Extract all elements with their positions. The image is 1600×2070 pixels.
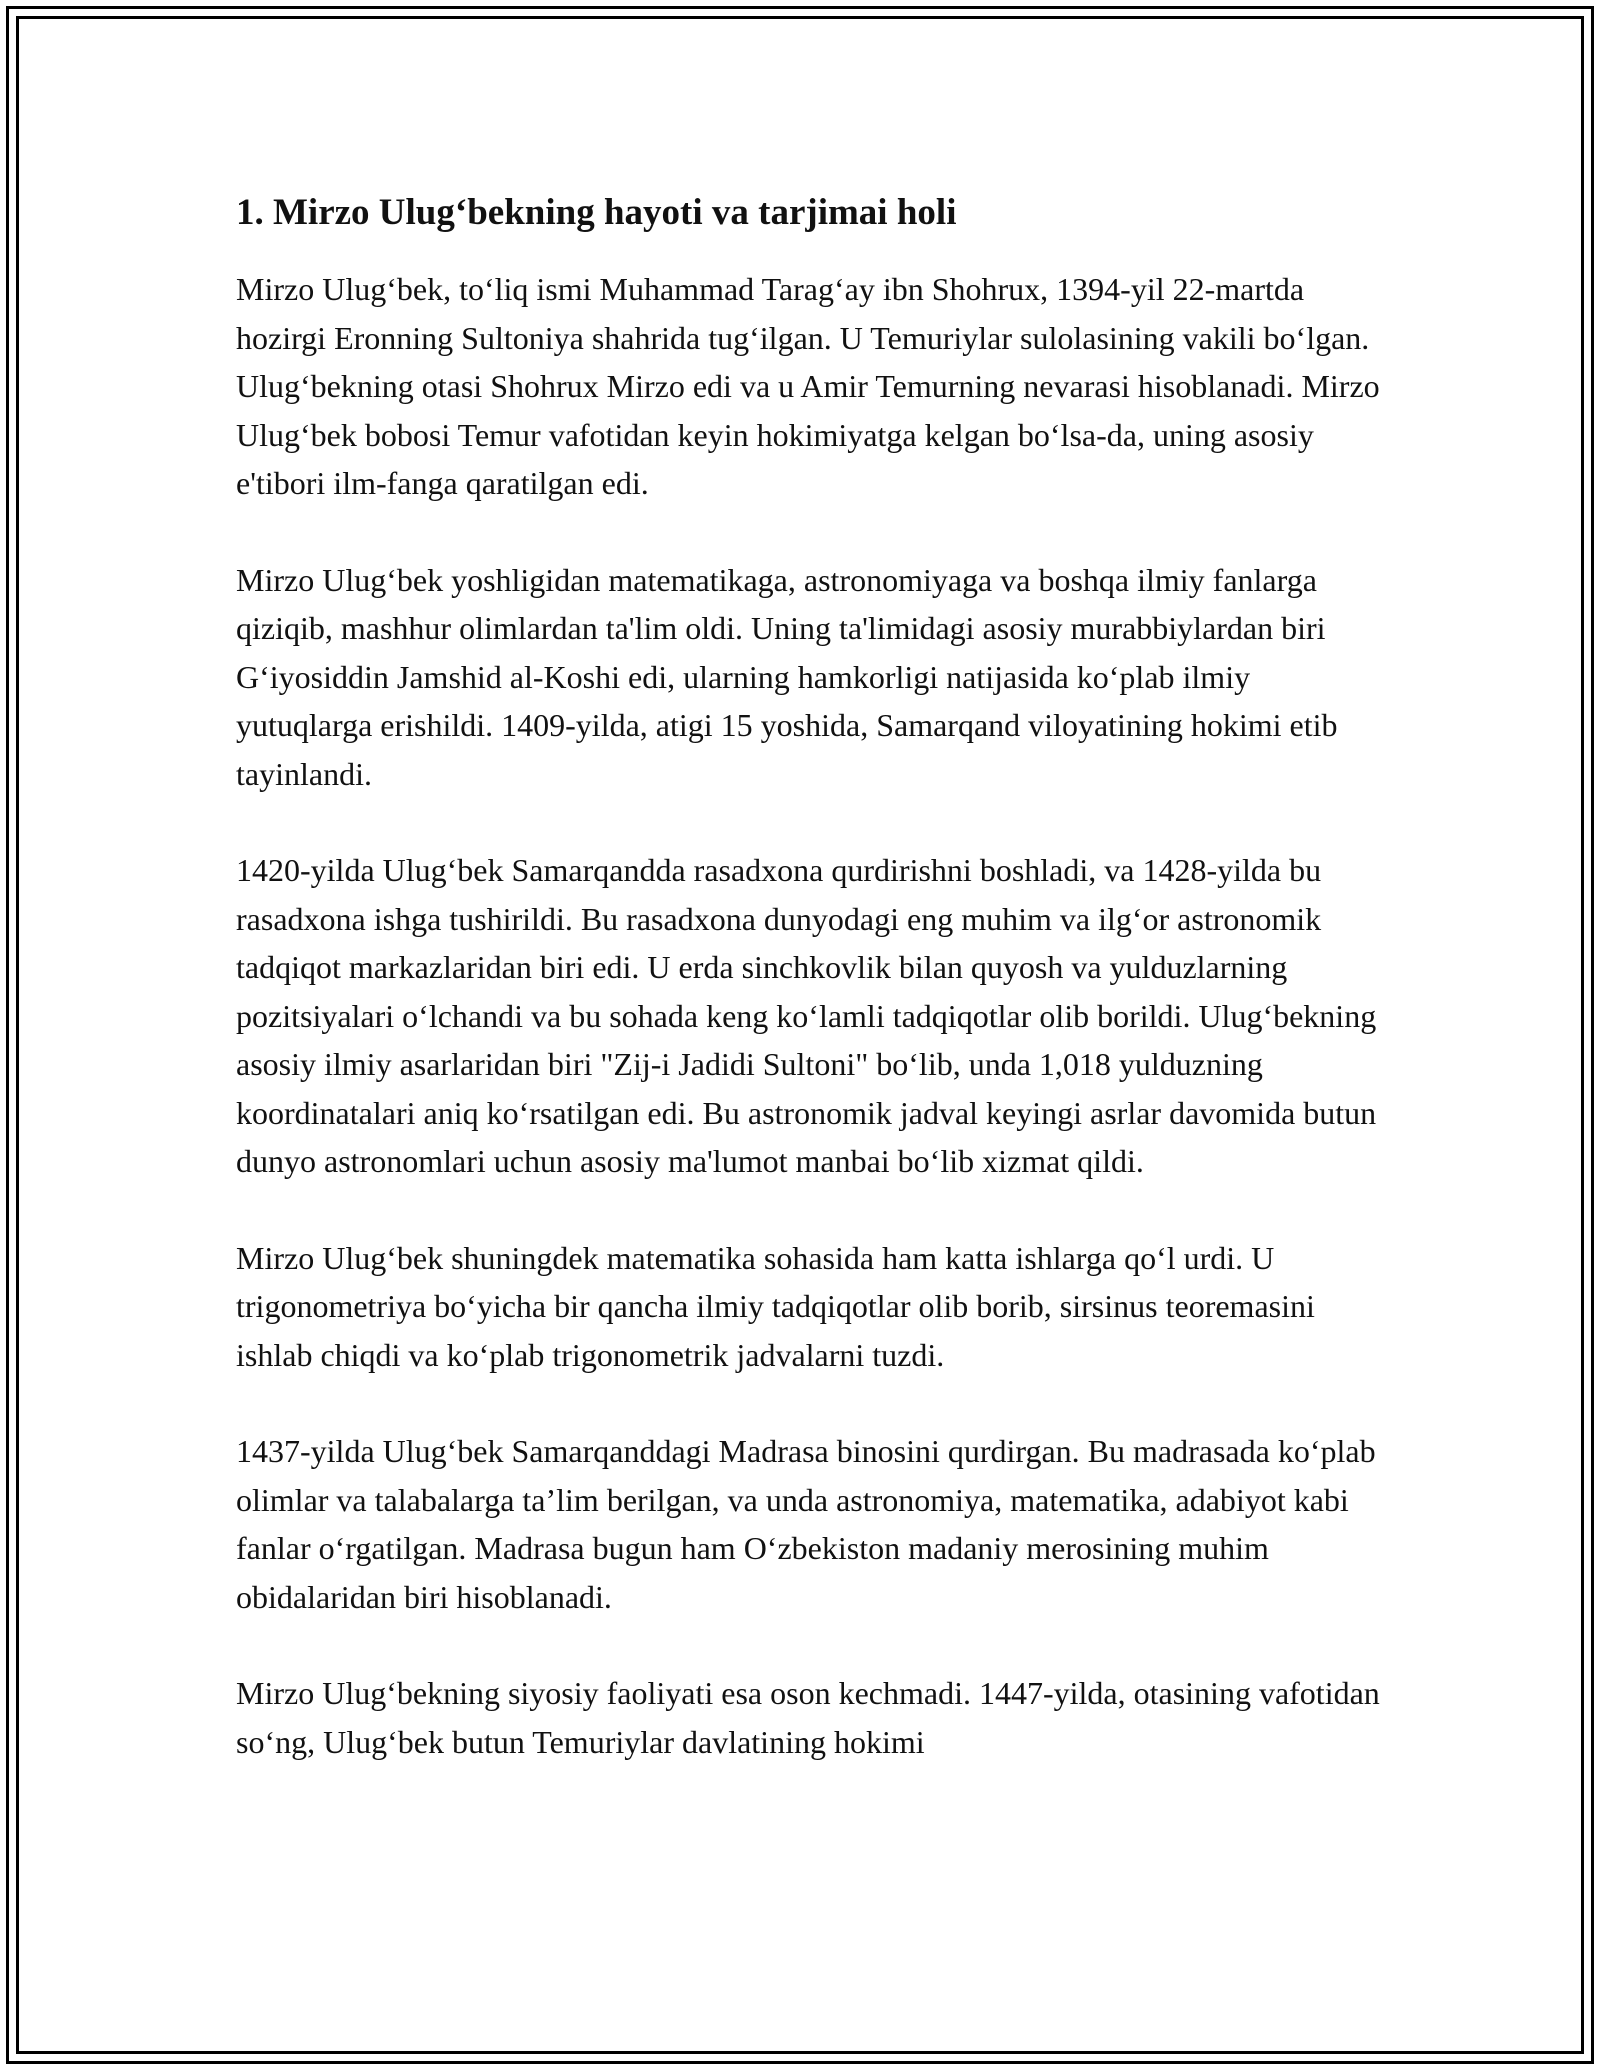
paragraph-observatory: 1420-yilda Ulug‘bek Samarqandda rasadxona qurdirishni boshladi, va 1428-yilda bu rasadxona ishga tushirildi. Bu rasadxona dunyodagi eng muhim va ilg‘or astronomik tadqiqot markazlaridan biri edi. U erda sinchkovlik bilan quyosh va yulduzlarning pozitsiyalari o‘lchandi va bu sohada keng ko‘lamli tadqiqotlar olib borildi. Ulug‘bekning asosiy ilmiy asarlaridan biri "Zij-i Jadidi Sultoni" bo‘lib, unda 1,018 yulduzning koordinatalari aniq ko‘rsatilgan edi. Bu astronomik jadval keyingi asrlar davomida butun dunyo astronomlari uchun asosiy ma'lumot manbai bo‘lib xizmat qildi. [236,852,1377,1179]
paragraph-madrasa: 1437-yilda Ulug‘bek Samarqanddagi Madrasa binosini qurdirgan. Bu madrasada ko‘plab olimlar va talabalarga ta’lim berilgan, va unda astronomiya, matematika, adabiyot kabi fanlar o‘rgatilgan. Madrasa bugun ham O‘zbekiston madaniy merosining muhim obidalaridan biri hisoblanadi. [236,1433,1376,1615]
section-heading: 1. Mirzo Ulug‘bekning hayoti va tarjimai holi [236,192,957,233]
paragraph-mathematics: Mirzo Ulug‘bek shuningdek matematika sohasida ham katta ishlarga qo‘l urdi. U trigonometriya bo‘yicha bir qancha ilmiy tadqiqotlar olib borib, sirsinus teoremasini ishlab chiqdi va ko‘plab trigonometrik jadvalarni tuzdi. [236,1239,1315,1373]
paragraph-education: Mirzo Ulug‘bek yoshligidan matematikaga, astronomiyaga va boshqa ilmiy fanlarga qiziqib, mashhur olimlardan ta'lim oldi. Uning ta'limidagi asosiy murabbiylardan biri G‘iyosiddin Jamshid al-Koshi edi, ularning hamkorligi natijasida ko‘plab ilmiy yutuqlarga erishildi. 1409-yilda, atigi 15 yoshida, Samarqand viloyatining hokimi etib tayinlandi. [236,561,1338,792]
document-body [236,183,1386,1814]
paragraph-politics: Mirzo Ulug‘bekning siyosiy faoliyati esa oson kechmadi. 1447-yilda, otasining vafotidan so‘ng, Ulug‘bek butun Temuriylar davlatining hokimi [236,1675,1380,1760]
paragraph-biography: Mirzo Ulug‘bek, to‘liq ismi Muhammad Tarag‘ay ibn Shohrux, 1394-yil 22-martda hozirgi Eronning Sultoniya shahrida tug‘ilgan. U Temuriylar sulolasining vakili bo‘lgan. Ulug‘bekning otasi Shohrux Mirzo edi va u Amir Temurning nevarasi hisoblanadi. Mirzo Ulug‘bek bobosi Temur vafotidan keyin hokimiyatga kelgan bo‘lsa-da, uning asosiy e'tibori ilm-fanga qaratilgan edi. [236,271,1380,501]
